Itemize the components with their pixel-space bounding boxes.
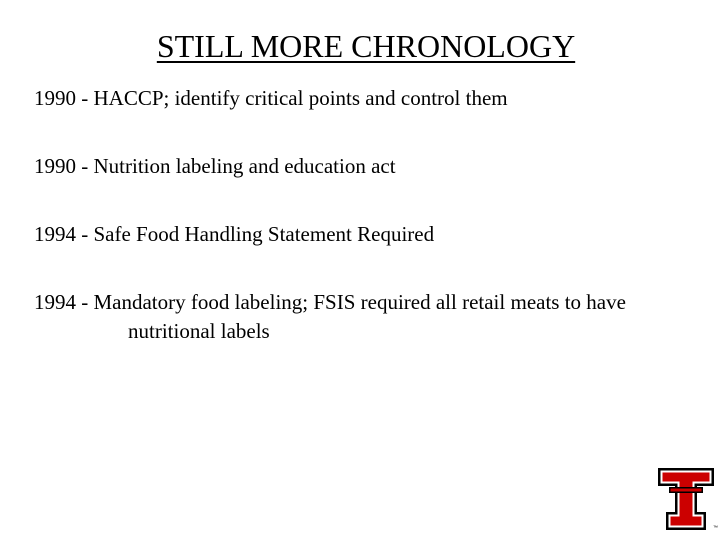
chronology-entry bbox=[34, 288, 718, 346]
entry-text: 1994 - Safe Food Handling Statement Required bbox=[34, 222, 435, 246]
chronology-entry bbox=[34, 220, 718, 249]
entry-text: 1994 - Mandatory food labeling; FSIS required all retail meats to have bbox=[34, 290, 626, 314]
chronology-list bbox=[34, 84, 718, 385]
entry-text: 1990 - Nutrition labeling and education act bbox=[34, 154, 396, 178]
trademark-symbol: ™ bbox=[713, 525, 718, 531]
double-t-logo-icon bbox=[656, 466, 716, 532]
slide-title: STILL MORE CHRONOLOGY bbox=[156, 28, 576, 64]
entry-text: 1990 - HACCP; identify critical points and control them bbox=[34, 86, 508, 110]
chronology-entry bbox=[34, 84, 718, 113]
chronology-entry bbox=[34, 152, 718, 181]
entry-text-continuation: nutritional labels bbox=[128, 319, 270, 343]
